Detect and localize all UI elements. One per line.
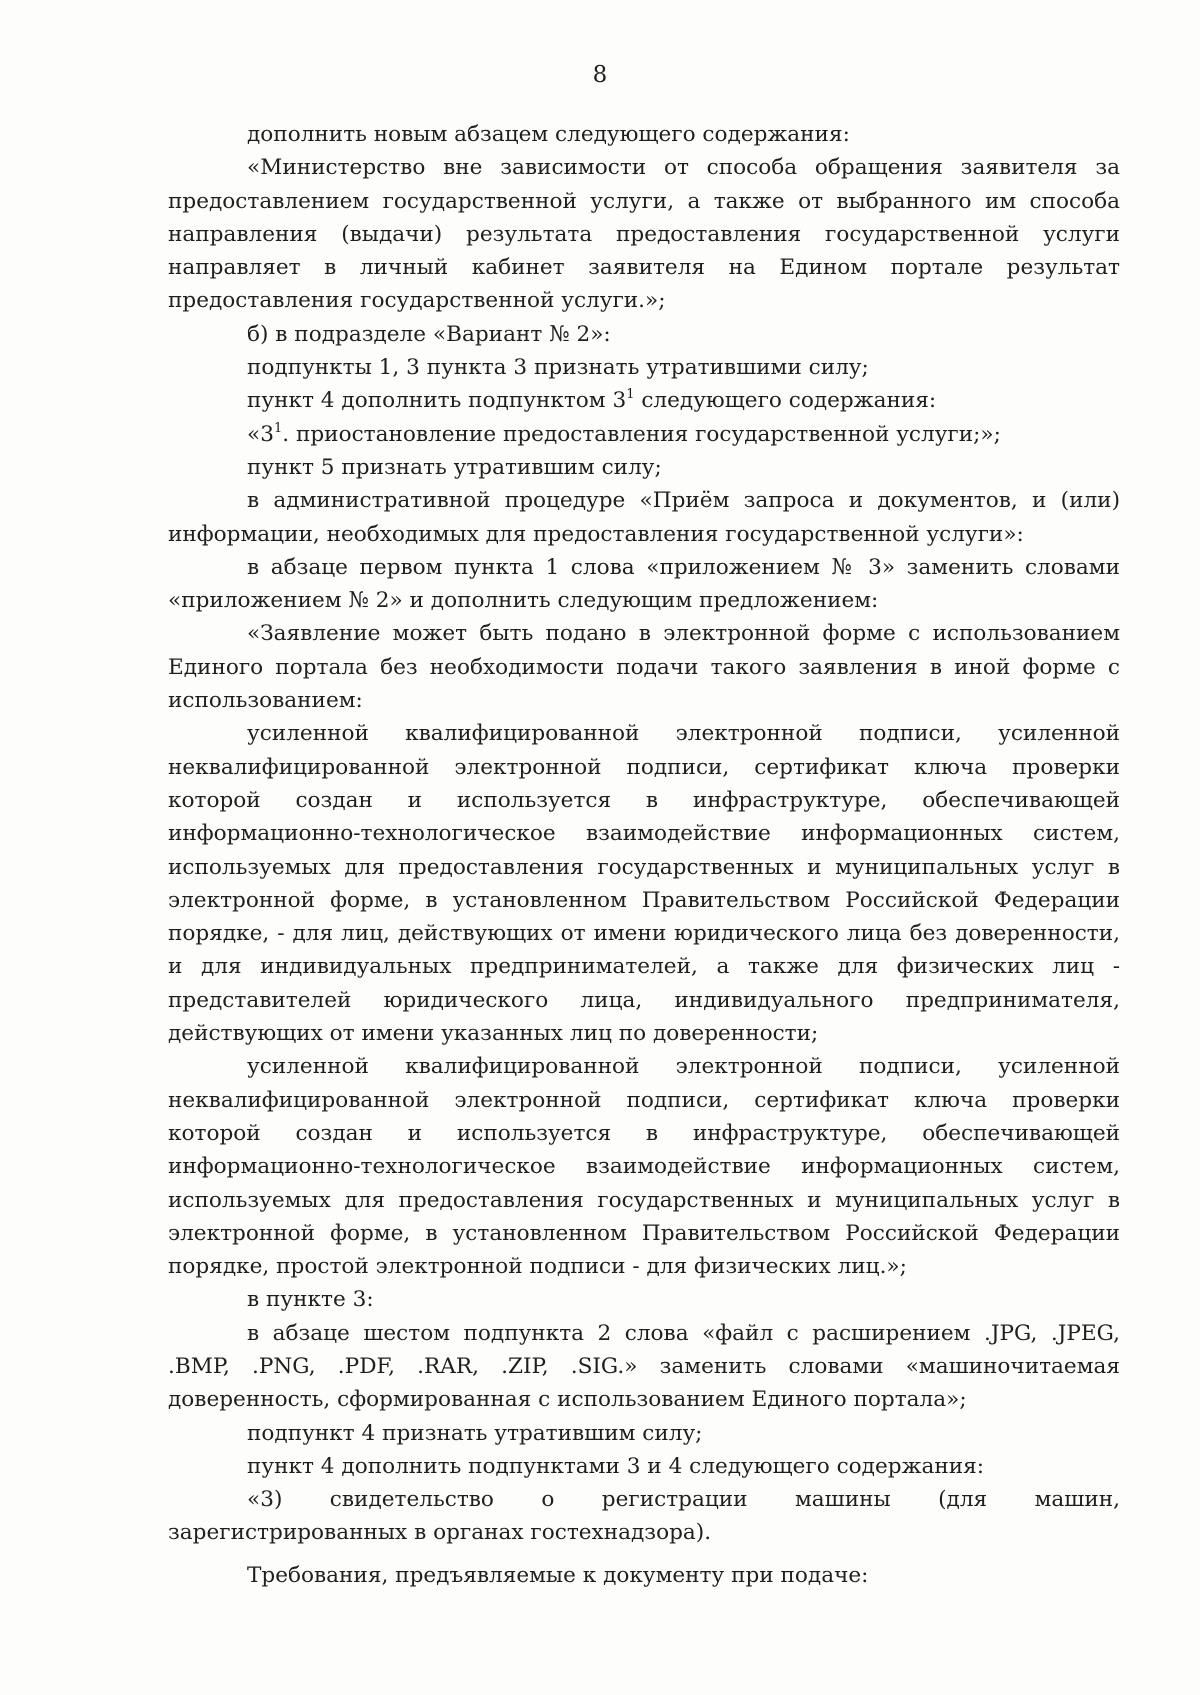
paragraph: «Заявление может быть подано в электронной форме с использованием Единого портала без необходимости подачи такого заявления в иной форме с использованием:: [168, 621, 1120, 714]
document-body: [168, 118, 1120, 1592]
paragraph: б) в подразделе «Вариант № 2»:: [247, 321, 611, 347]
paragraph-text: «3: [247, 421, 274, 447]
paragraph: дополнить новым абзацем следующего содержания:: [247, 122, 850, 147]
paragraph: «Министерство вне зависимости от способа обращения заявителя за предоставлением государственной услуги, а также от выбранного им способа направления (выдачи) результата предоставления государственной услуги направляет в личный кабинет заявителя на Едином портале результат предоставления государственной услуги.»;: [168, 155, 1120, 314]
paragraph: пункт 4 дополнить подпунктами 3 и 4 следующего содержания:: [247, 1453, 985, 1479]
paragraph: усиленной квалифицированной электронной подписи, усиленной неквалифицированной электронной подписи, сертификат ключа проверки которой создан и используется в инфраструктуре, обеспечивающей информационно-технологическое взаимодействие информационных систем, используемых для предоставления государственных и муниципальных услуг в электронной форме, в установленном Правительством Российской Федерации порядке, простой электронной подписи - для физических лиц.»;: [168, 1054, 1120, 1280]
paragraph: подпункт 4 признать утратившим силу;: [247, 1420, 703, 1446]
paragraph: пункт 5 признать утратившим силу;: [247, 454, 662, 480]
paragraph: в административной процедуре «Приём запроса и документов, и (или) информации, необходимых для предоставления государственной услуги»:: [168, 488, 1120, 547]
page-number: 8: [592, 62, 608, 88]
superscript: 1: [273, 420, 283, 436]
paragraph-text: пункт 4 дополнить подпунктом 3: [247, 388, 627, 414]
paragraph: в абзаце шестом подпункта 2 слова «файл с расширением .JPG, .JPEG, .BMP, .PNG, .PDF, .RAR, .ZIP, .SIG.» заменить словами «машиночитаемая доверенность, сформированная с использованием Единого портала»;: [168, 1320, 1120, 1413]
paragraph: [168, 384, 1120, 417]
paragraph-text: следующего содержания:: [634, 388, 937, 414]
paragraph: «3) свидетельство о регистрации машины (для машин, зарегистрированных в органах гостехнадзора).: [168, 1487, 1120, 1546]
paragraph-text: . приостановление предоставления государственной услуги;»;: [282, 421, 1001, 447]
paragraph: Требования, предъявляемые к документу при подаче:: [247, 1562, 869, 1588]
paragraph: [168, 418, 1120, 451]
superscript: 1: [626, 387, 635, 403]
paragraph: подпункты 1, 3 пункта 3 признать утратившими силу;: [247, 355, 869, 381]
paragraph: усиленной квалифицированной электронной подписи, усиленной неквалифицированной электронной подписи, сертификат ключа проверки которой создан и используется в инфраструктуре, обеспечивающей информационно-технологическое взаимодействие информационных систем, используемых для предоставления государственных и муниципальных услуг в электронной форме, в установленном Правительством Российской Федерации порядке, - для лиц, действующих от имени юридического лица без доверенности, и для индивидуальных предпринимателей, а также для физических лиц - представителей юридического лица, индивидуального предпринимателя, действующих от имени указанных лиц по доверенности;: [168, 721, 1120, 1047]
paragraph: в абзаце первом пункта 1 слова «приложением № 3» заменить словами «приложением № 2» и дополнить следующим предложением:: [168, 554, 1120, 614]
paragraph: в пункте 3:: [247, 1287, 374, 1313]
